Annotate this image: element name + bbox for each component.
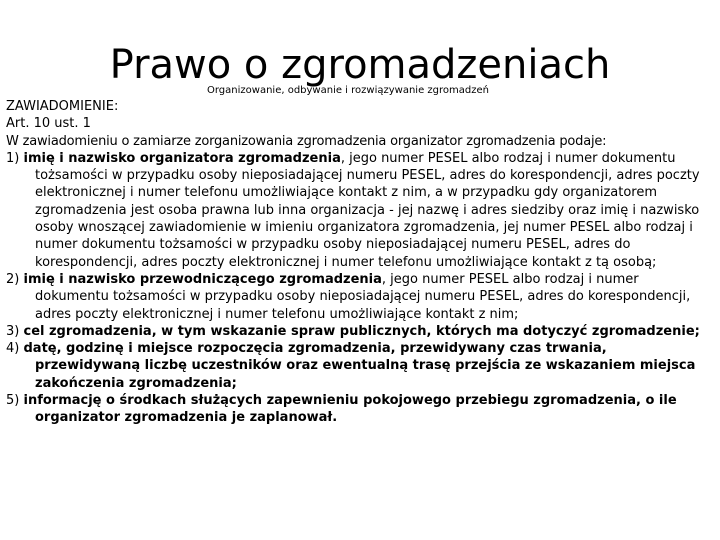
page-title: Prawo o zgromadzeniach [109,42,611,88]
item-bold-text: imię i nazwisko organizatora zgromadzenia [23,150,341,166]
article-reference: Art. 10 ust. 1 [6,116,91,132]
item-number: 3) [6,323,20,339]
item-number: 2) [6,271,20,287]
item-bold-text: informację o środkach służących zapewnieniu pokojowego przebiegu zgromadzenia, o ile organizator zgromadzenia je zaplanował. [23,393,677,426]
item-text: , jego numer PESEL albo rodzaj i numer dokumentu tożsamości w przypadku osoby nieposiadającej numeru PESEL, adres do korespondencji, adres poczty elektronicznej i numer telefonu umożliwiające kontakt z nim, a w przypadku gdy organizatorem zgromadzenia jest osoba prawna lub inna organizacja - jej nazwę i adres siedziby oraz imię i nazwisko osoby wnoszącej zawiadomienie w imieniu organizatora zgromadzenia, jej numer PESEL albo rodzaj i numer dokumentu tożsamości w przypadku osoby nieposiadającej numeru PESEL, adres do korespondencji, adres poczty elektronicznej i numer telefonu umożliwiające kontakt z tą osobą; [35,150,700,270]
item-bold-text: datę, godzinę i miejsce rozpoczęcia zgromadzenia, przewidywany czas trwania, przewidywaną liczbę uczestników oraz ewentualną trasę przejścia ze wskazaniem miejsca zakończenia zgromadzenia; [23,341,696,391]
list-item [6,392,716,427]
list-item [6,150,716,271]
intro-text: W zawiadomieniu o zamiarze zorganizowania zgromadzenia organizator zgromadzenia podaje: [6,133,607,149]
list-item [6,271,716,323]
item-number: 4) [6,341,20,357]
item-number: 1) [6,150,20,166]
document-body [6,98,716,427]
item-bold-text: cel zgromadzenia, w tym wskazanie spraw publicznych, których ma dotyczyć zgromadzenie; [23,323,700,339]
list-item [6,323,716,340]
item-number: 5) [6,393,20,409]
page-subtitle: Organizowanie, odbywanie i rozwiązywanie zgromadzeń [207,85,489,96]
item-text: , jego numer PESEL albo rodzaj i numer dokumentu tożsamości w przypadku osoby nieposiadającej numeru PESEL, adres do korespondencji, adres poczty elektronicznej i numer telefonu umożliwiające kontakt z nim; [35,271,691,322]
list-item [6,340,716,392]
section-heading: ZAWIADOMIENIE: [6,99,119,114]
item-bold-text: imię i nazwisko przewodniczącego zgromadzenia [23,271,382,287]
